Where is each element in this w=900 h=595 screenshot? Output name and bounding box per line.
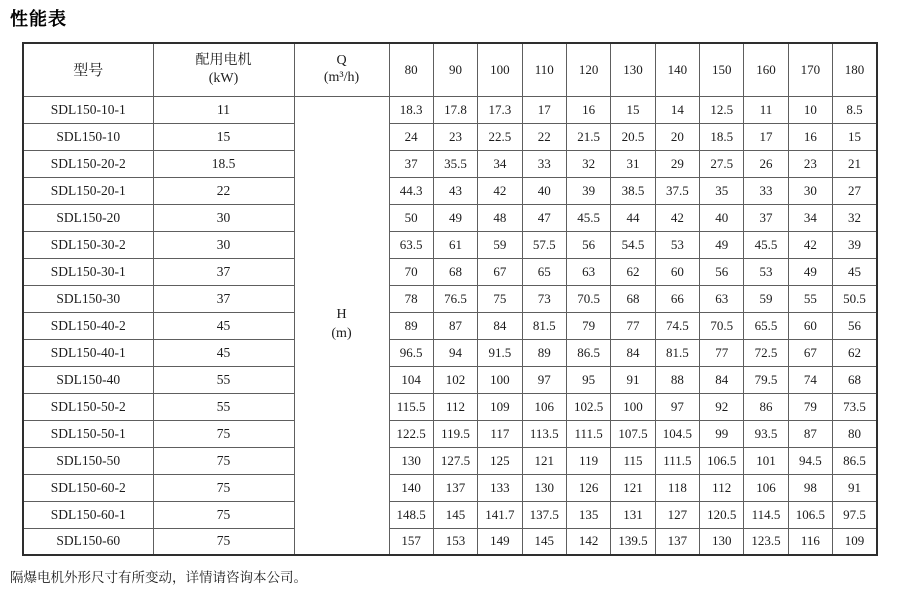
head-value-cell: 49: [700, 231, 744, 258]
head-value-cell: 77: [700, 339, 744, 366]
head-value-cell: 67: [478, 258, 522, 285]
motor-power-cell: 15: [153, 123, 294, 150]
head-value-cell: 21: [833, 150, 877, 177]
head-value-cell: 141.7: [478, 501, 522, 528]
model-cell: SDL150-60: [23, 528, 153, 555]
head-value-cell: 115: [611, 447, 655, 474]
head-value-cell: 123.5: [744, 528, 788, 555]
head-value-cell: 88: [655, 366, 699, 393]
head-value-cell: 93.5: [744, 420, 788, 447]
head-value-cell: 53: [744, 258, 788, 285]
head-value-cell: 104: [389, 366, 433, 393]
head-value-cell: 63: [566, 258, 610, 285]
head-value-cell: 60: [788, 312, 832, 339]
head-value-cell: 106: [522, 393, 566, 420]
head-value-cell: 95: [566, 366, 610, 393]
head-value-cell: 37: [744, 204, 788, 231]
motor-power-cell: 75: [153, 528, 294, 555]
head-value-cell: 91.5: [478, 339, 522, 366]
table-row: [23, 528, 877, 555]
head-value-cell: 76.5: [433, 285, 477, 312]
head-value-cell: 91: [833, 474, 877, 501]
head-value-cell: 56: [700, 258, 744, 285]
head-value-cell: 45.5: [744, 231, 788, 258]
head-value-cell: 122.5: [389, 420, 433, 447]
head-value-cell: 130: [522, 474, 566, 501]
head-value-cell: 32: [833, 204, 877, 231]
table-row: [23, 123, 877, 150]
head-value-cell: 29: [655, 150, 699, 177]
head-value-cell: 91: [611, 366, 655, 393]
head-value-cell: 111.5: [655, 447, 699, 474]
head-value-cell: 102.5: [566, 393, 610, 420]
head-value-cell: 94: [433, 339, 477, 366]
head-value-cell: 16: [566, 96, 610, 123]
head-value-cell: 77: [611, 312, 655, 339]
head-value-cell: 18.3: [389, 96, 433, 123]
head-value-cell: 131: [611, 501, 655, 528]
head-value-cell: 17.3: [478, 96, 522, 123]
table-row: [23, 420, 877, 447]
head-value-cell: 62: [611, 258, 655, 285]
header-row: [23, 43, 877, 96]
head-value-cell: 99: [700, 420, 744, 447]
head-value-cell: 127: [655, 501, 699, 528]
col-header-model: 型号: [23, 43, 153, 96]
flow-column-header: 100: [478, 43, 522, 96]
head-value-cell: 10: [788, 96, 832, 123]
motor-power-cell: 22: [153, 177, 294, 204]
q-unit: (m³/h): [323, 69, 360, 85]
head-value-cell: 116: [788, 528, 832, 555]
head-value-cell: 73: [522, 285, 566, 312]
head-value-cell: 50: [389, 204, 433, 231]
flow-column-header: 170: [788, 43, 832, 96]
head-value-cell: 117: [478, 420, 522, 447]
motor-power-cell: 45: [153, 312, 294, 339]
model-cell: SDL150-40-1: [23, 339, 153, 366]
head-value-cell: 135: [566, 501, 610, 528]
head-value-cell: 130: [700, 528, 744, 555]
head-value-cell: 79: [566, 312, 610, 339]
model-cell: SDL150-30: [23, 285, 153, 312]
head-value-cell: 97.5: [833, 501, 877, 528]
head-value-cell: 43: [433, 177, 477, 204]
head-value-cell: 142: [566, 528, 610, 555]
motor-header-line1: 配用电机: [195, 53, 252, 69]
head-value-cell: 149: [478, 528, 522, 555]
flow-column-header: 130: [611, 43, 655, 96]
table-row: [23, 447, 877, 474]
head-value-cell: 33: [522, 150, 566, 177]
head-value-cell: 79.5: [744, 366, 788, 393]
head-value-cell: 97: [655, 393, 699, 420]
head-value-cell: 68: [833, 366, 877, 393]
head-value-cell: 62: [833, 339, 877, 366]
head-value-cell: 42: [655, 204, 699, 231]
motor-header-line2: (kW): [208, 70, 239, 86]
head-value-cell: 16: [788, 123, 832, 150]
head-value-cell: 92: [700, 393, 744, 420]
head-value-cell: 39: [566, 177, 610, 204]
motor-power-cell: 18.5: [153, 150, 294, 177]
head-value-cell: 111.5: [566, 420, 610, 447]
head-value-cell: 68: [611, 285, 655, 312]
head-value-cell: 31: [611, 150, 655, 177]
head-value-cell: 107.5: [611, 420, 655, 447]
head-value-cell: 84: [611, 339, 655, 366]
head-value-cell: 48: [478, 204, 522, 231]
head-value-cell: 32: [566, 150, 610, 177]
flow-column-header: 80: [389, 43, 433, 96]
table-row: [23, 204, 877, 231]
head-value-cell: 22: [522, 123, 566, 150]
head-value-cell: 34: [478, 150, 522, 177]
flow-column-header: 150: [700, 43, 744, 96]
head-value-cell: 44.3: [389, 177, 433, 204]
model-cell: SDL150-10: [23, 123, 153, 150]
model-cell: SDL150-20-2: [23, 150, 153, 177]
motor-power-cell: 75: [153, 447, 294, 474]
head-value-cell: 15: [833, 123, 877, 150]
head-value-cell: 24: [389, 123, 433, 150]
head-value-cell: 34: [788, 204, 832, 231]
head-value-cell: 38.5: [611, 177, 655, 204]
head-value-cell: 84: [478, 312, 522, 339]
table-row: [23, 474, 877, 501]
table-row: [23, 312, 877, 339]
head-value-cell: 72.5: [744, 339, 788, 366]
head-value-cell: 11: [744, 96, 788, 123]
table-row: [23, 501, 877, 528]
model-cell: SDL150-40: [23, 366, 153, 393]
table-row: [23, 231, 877, 258]
head-value-cell: 97: [522, 366, 566, 393]
head-value-cell: 60: [655, 258, 699, 285]
table-row: [23, 393, 877, 420]
head-value-cell: 47: [522, 204, 566, 231]
head-value-cell: 49: [433, 204, 477, 231]
head-value-cell: 17: [744, 123, 788, 150]
head-value-cell: 127.5: [433, 447, 477, 474]
table-row: [23, 339, 877, 366]
model-cell: SDL150-50: [23, 447, 153, 474]
head-value-cell: 84: [700, 366, 744, 393]
head-value-cell: 98: [788, 474, 832, 501]
head-value-cell: 121: [522, 447, 566, 474]
flow-column-header: 90: [433, 43, 477, 96]
head-value-cell: 106.5: [788, 501, 832, 528]
motor-power-cell: 45: [153, 339, 294, 366]
head-value-cell: 70.5: [700, 312, 744, 339]
table-row: [23, 150, 877, 177]
table-row: [23, 285, 877, 312]
head-value-cell: 37.5: [655, 177, 699, 204]
model-cell: SDL150-60-1: [23, 501, 153, 528]
head-value-cell: 40: [700, 204, 744, 231]
head-value-cell: 27.5: [700, 150, 744, 177]
head-value-cell: 118: [655, 474, 699, 501]
head-value-cell: 57.5: [522, 231, 566, 258]
head-value-cell: 139.5: [611, 528, 655, 555]
head-value-cell: 50.5: [833, 285, 877, 312]
h-unit: (m): [331, 326, 352, 342]
head-value-cell: 70.5: [566, 285, 610, 312]
head-value-cell: 125: [478, 447, 522, 474]
head-value-cell: 109: [478, 393, 522, 420]
flow-column-header: 160: [744, 43, 788, 96]
head-value-cell: 67: [788, 339, 832, 366]
head-value-cell: 100: [478, 366, 522, 393]
head-label-cell: [294, 96, 389, 555]
model-cell: SDL150-10-1: [23, 96, 153, 123]
head-value-cell: 89: [522, 339, 566, 366]
head-value-cell: 42: [478, 177, 522, 204]
head-value-cell: 100: [611, 393, 655, 420]
head-value-cell: 157: [389, 528, 433, 555]
flow-column-header: 110: [522, 43, 566, 96]
flow-column-header: 180: [833, 43, 877, 96]
head-value-cell: 114.5: [744, 501, 788, 528]
table-row: [23, 366, 877, 393]
motor-power-cell: 30: [153, 204, 294, 231]
head-value-cell: 20.5: [611, 123, 655, 150]
head-value-cell: 81.5: [522, 312, 566, 339]
head-value-cell: 148.5: [389, 501, 433, 528]
head-value-cell: 96.5: [389, 339, 433, 366]
head-value-cell: 55: [788, 285, 832, 312]
motor-power-cell: 37: [153, 258, 294, 285]
head-value-cell: 81.5: [655, 339, 699, 366]
model-cell: SDL150-60-2: [23, 474, 153, 501]
head-value-cell: 23: [788, 150, 832, 177]
head-value-cell: 137: [655, 528, 699, 555]
motor-power-cell: 75: [153, 474, 294, 501]
q-label: Q: [336, 52, 347, 68]
model-cell: SDL150-20: [23, 204, 153, 231]
head-value-cell: 63: [700, 285, 744, 312]
model-cell: SDL150-30-2: [23, 231, 153, 258]
head-value-cell: 102: [433, 366, 477, 393]
head-value-cell: 14: [655, 96, 699, 123]
head-value-cell: 86.5: [833, 447, 877, 474]
motor-power-cell: 55: [153, 366, 294, 393]
head-value-cell: 56: [566, 231, 610, 258]
head-value-cell: 65.5: [744, 312, 788, 339]
motor-power-cell: 11: [153, 96, 294, 123]
head-value-cell: 45.5: [566, 204, 610, 231]
head-value-cell: 30: [788, 177, 832, 204]
performance-table: [22, 42, 878, 556]
head-value-cell: 119: [566, 447, 610, 474]
head-value-cell: 112: [433, 393, 477, 420]
head-value-cell: 130: [389, 447, 433, 474]
head-value-cell: 65: [522, 258, 566, 285]
head-value-cell: 26: [744, 150, 788, 177]
head-value-cell: 145: [433, 501, 477, 528]
head-value-cell: 22.5: [478, 123, 522, 150]
head-value-cell: 126: [566, 474, 610, 501]
head-value-cell: 59: [478, 231, 522, 258]
head-value-cell: 73.5: [833, 393, 877, 420]
head-value-cell: 54.5: [611, 231, 655, 258]
head-value-cell: 21.5: [566, 123, 610, 150]
head-value-cell: 80: [833, 420, 877, 447]
head-value-cell: 75: [478, 285, 522, 312]
head-value-cell: 8.5: [833, 96, 877, 123]
head-value-cell: 106.5: [700, 447, 744, 474]
head-value-cell: 106: [744, 474, 788, 501]
flow-column-header: 140: [655, 43, 699, 96]
head-value-cell: 56: [833, 312, 877, 339]
motor-power-cell: 37: [153, 285, 294, 312]
head-value-cell: 17: [522, 96, 566, 123]
head-value-cell: 145: [522, 528, 566, 555]
motor-power-cell: 75: [153, 420, 294, 447]
head-value-cell: 17.8: [433, 96, 477, 123]
head-value-cell: 140: [389, 474, 433, 501]
head-value-cell: 79: [788, 393, 832, 420]
head-value-cell: 39: [833, 231, 877, 258]
head-value-cell: 133: [478, 474, 522, 501]
head-value-cell: 63.5: [389, 231, 433, 258]
head-value-cell: 89: [389, 312, 433, 339]
model-cell: SDL150-50-2: [23, 393, 153, 420]
model-cell: SDL150-20-1: [23, 177, 153, 204]
head-value-cell: 109: [833, 528, 877, 555]
head-value-cell: 42: [788, 231, 832, 258]
table-row: [23, 96, 877, 123]
head-value-cell: 121: [611, 474, 655, 501]
motor-power-cell: 55: [153, 393, 294, 420]
head-value-cell: 74: [788, 366, 832, 393]
head-value-cell: 86.5: [566, 339, 610, 366]
motor-power-cell: 75: [153, 501, 294, 528]
page-title: 性能表: [10, 9, 67, 29]
motor-power-cell: 30: [153, 231, 294, 258]
head-value-cell: 153: [433, 528, 477, 555]
head-value-cell: 33: [744, 177, 788, 204]
head-value-cell: 20: [655, 123, 699, 150]
head-value-cell: 68: [433, 258, 477, 285]
head-value-cell: 45: [833, 258, 877, 285]
h-label: H: [336, 307, 347, 323]
head-value-cell: 23: [433, 123, 477, 150]
head-value-cell: 78: [389, 285, 433, 312]
head-value-cell: 87: [433, 312, 477, 339]
head-value-cell: 12.5: [700, 96, 744, 123]
model-cell: SDL150-30-1: [23, 258, 153, 285]
head-value-cell: 59: [744, 285, 788, 312]
head-value-cell: 49: [788, 258, 832, 285]
head-value-cell: 101: [744, 447, 788, 474]
head-value-cell: 53: [655, 231, 699, 258]
head-value-cell: 15: [611, 96, 655, 123]
head-value-cell: 113.5: [522, 420, 566, 447]
head-value-cell: 35.5: [433, 150, 477, 177]
head-value-cell: 61: [433, 231, 477, 258]
head-value-cell: 37: [389, 150, 433, 177]
flow-column-header: 120: [566, 43, 610, 96]
table-row: [23, 258, 877, 285]
footer-note: 隔爆电机外形尺寸有所变动，详情请咨询本公司。: [10, 570, 307, 585]
col-header-motor: [153, 43, 294, 96]
head-value-cell: 120.5: [700, 501, 744, 528]
head-value-cell: 87: [788, 420, 832, 447]
head-value-cell: 70: [389, 258, 433, 285]
head-value-cell: 137: [433, 474, 477, 501]
head-value-cell: 44: [611, 204, 655, 231]
head-value-cell: 119.5: [433, 420, 477, 447]
head-value-cell: 27: [833, 177, 877, 204]
table-row: [23, 177, 877, 204]
head-value-cell: 35: [700, 177, 744, 204]
head-value-cell: 74.5: [655, 312, 699, 339]
model-cell: SDL150-40-2: [23, 312, 153, 339]
head-value-cell: 66: [655, 285, 699, 312]
head-value-cell: 86: [744, 393, 788, 420]
head-value-cell: 94.5: [788, 447, 832, 474]
head-value-cell: 112: [700, 474, 744, 501]
head-value-cell: 115.5: [389, 393, 433, 420]
col-header-flow: [294, 43, 389, 96]
head-value-cell: 137.5: [522, 501, 566, 528]
head-value-cell: 18.5: [700, 123, 744, 150]
head-value-cell: 40: [522, 177, 566, 204]
model-cell: SDL150-50-1: [23, 420, 153, 447]
head-value-cell: 104.5: [655, 420, 699, 447]
